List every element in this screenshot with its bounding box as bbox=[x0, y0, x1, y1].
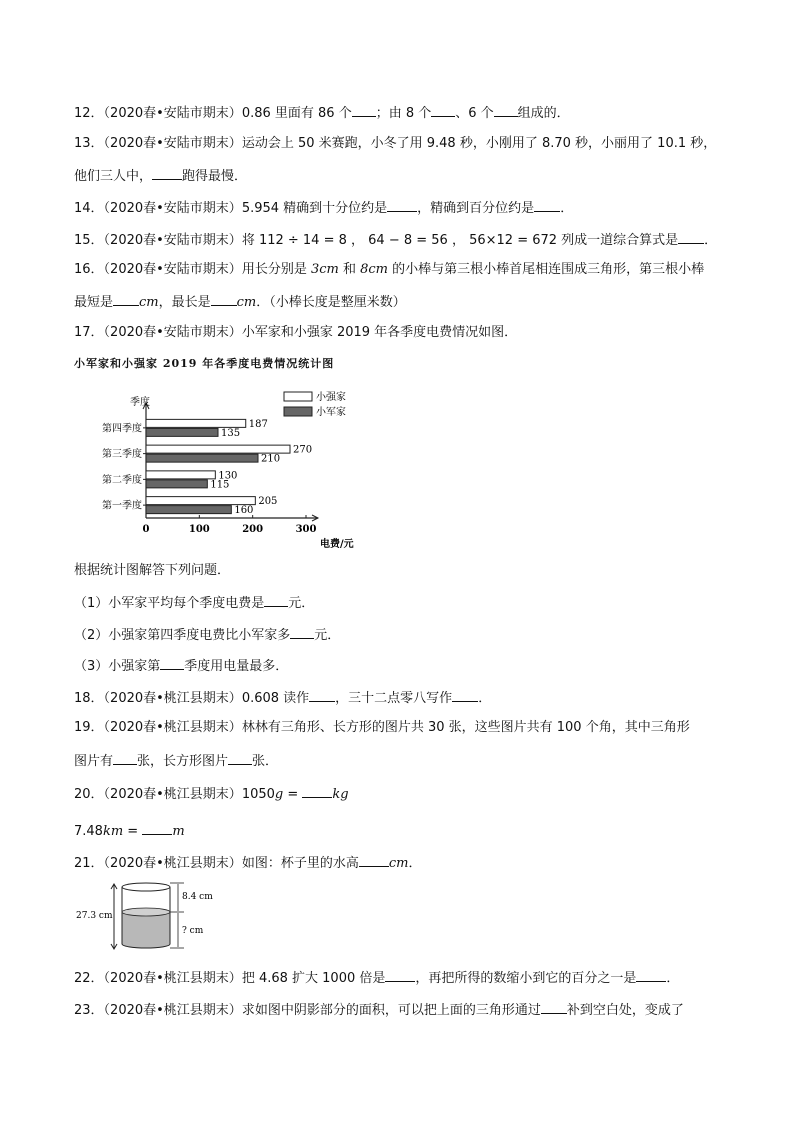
question-text: 如图：杯子里的水高 bbox=[241, 856, 359, 871]
bar-xiaoqiang bbox=[146, 419, 246, 427]
question-text: ． bbox=[666, 971, 680, 986]
question-number: 21． bbox=[74, 856, 104, 871]
question-source: （2020春•安陆市期末） bbox=[103, 233, 242, 248]
question-text: = bbox=[123, 824, 143, 839]
question-number: 23． bbox=[74, 1003, 104, 1018]
answer-blank[interactable] bbox=[534, 198, 560, 212]
question-16-cont bbox=[74, 292, 406, 312]
answer-blank[interactable] bbox=[678, 230, 704, 244]
question-number: 19． bbox=[74, 720, 104, 735]
bar-xiaojun bbox=[146, 506, 231, 514]
question-13 bbox=[74, 135, 716, 153]
question-text: 张，长方形图片 bbox=[137, 754, 229, 769]
unit-text: m bbox=[172, 824, 185, 839]
question-source: （2020春•安陆市期末） bbox=[103, 325, 242, 340]
answer-blank[interactable] bbox=[113, 292, 139, 306]
question-source: （2020春•安陆市期末） bbox=[103, 201, 242, 216]
question-number: 22． bbox=[74, 971, 104, 986]
question-text: = bbox=[283, 787, 303, 802]
question-19 bbox=[74, 719, 690, 737]
question-number: 20． bbox=[74, 787, 104, 802]
x-tick-label: 300 bbox=[295, 524, 317, 535]
question-source: （2020春•桃江县期末） bbox=[103, 787, 242, 802]
question-17 bbox=[74, 324, 517, 342]
question-source: （2020春•桃江县期末） bbox=[103, 1003, 242, 1018]
question-text: 张． bbox=[252, 754, 279, 769]
legend-label-xiaoqiang: 小强家 bbox=[316, 392, 346, 403]
question-text: 林林有三角形、长方形的图片共 30 张，这些图片共有 100 个角，其中三角形 bbox=[241, 720, 690, 735]
unit-text: kg bbox=[332, 787, 349, 802]
question-number: 14． bbox=[74, 201, 104, 216]
x-axis-label: 电费/元 bbox=[320, 539, 354, 550]
question-number: 15． bbox=[74, 233, 104, 248]
bar-xiaoqiang bbox=[146, 497, 255, 505]
question-number: 16． bbox=[74, 262, 104, 277]
data-label: 270 bbox=[293, 444, 313, 456]
unit-text: 8cm bbox=[360, 262, 388, 277]
question-13-cont bbox=[74, 166, 247, 186]
answer-blank[interactable] bbox=[228, 751, 252, 765]
question-21 bbox=[74, 853, 421, 873]
water-surface bbox=[122, 908, 170, 916]
question-15 bbox=[74, 230, 717, 250]
question-text: ，最长是 bbox=[158, 295, 211, 310]
answer-blank[interactable] bbox=[264, 593, 288, 607]
question-text: 5.954 精确到十分位约是 bbox=[241, 201, 388, 216]
x-tick-label: 200 bbox=[242, 524, 264, 535]
bar-xiaojun bbox=[146, 454, 258, 462]
chart-legend bbox=[284, 390, 346, 418]
bar-chart bbox=[88, 385, 388, 555]
question-12 bbox=[74, 103, 570, 123]
question-text: 元． bbox=[314, 628, 341, 643]
question-17-intro: 根据统计图解答下列问题． bbox=[74, 563, 231, 578]
question-number: 18． bbox=[74, 691, 104, 706]
legend-label-xiaojun: 小军家 bbox=[316, 407, 346, 418]
question-text: 补到空白处，变成了 bbox=[566, 1003, 684, 1018]
question-text: （3）小强家第 bbox=[74, 659, 161, 674]
question-text: 把 4.68 扩大 1000 倍是 bbox=[241, 971, 386, 986]
question-text: ． bbox=[408, 856, 422, 871]
cup-figure bbox=[74, 878, 214, 956]
legend-swatch-xiaoqiang bbox=[284, 392, 312, 401]
answer-blank[interactable] bbox=[142, 821, 172, 835]
question-text: ，三十二点零八写作 bbox=[335, 691, 453, 706]
unit-text: cm bbox=[139, 295, 159, 310]
data-label: 135 bbox=[221, 427, 241, 439]
answer-blank[interactable] bbox=[160, 656, 184, 670]
question-text: 和 bbox=[338, 262, 361, 277]
top-gap-label: 8.4 cm bbox=[182, 892, 213, 902]
question-text: 0.608 读作 bbox=[241, 691, 310, 706]
unit-text: g bbox=[274, 787, 284, 802]
question-source: （2020春•桃江县期末） bbox=[103, 720, 242, 735]
category-label: 第二季度 bbox=[102, 474, 142, 486]
question-text: 将 112 ÷ 14 = 8 ， 64 − 8 = 56 ， 56×12 = 672 列成一道综合算式是 bbox=[241, 233, 679, 248]
category-label: 第三季度 bbox=[102, 449, 142, 461]
question-text: ；由 8 个 bbox=[375, 106, 432, 121]
unit-text: km bbox=[102, 824, 124, 839]
data-label: 130 bbox=[218, 470, 238, 482]
water-body bbox=[122, 912, 170, 948]
question-source: （2020春•桃江县期末） bbox=[103, 691, 242, 706]
question-text: ． bbox=[478, 691, 492, 706]
data-label: 205 bbox=[258, 496, 278, 508]
question-19-cont bbox=[74, 751, 278, 771]
question-16 bbox=[74, 261, 704, 279]
x-tick-label: 100 bbox=[188, 524, 210, 535]
total-height-label: 27.3 cm bbox=[76, 911, 113, 921]
x-tick-label: 0 bbox=[142, 524, 150, 535]
question-text: 7.48 bbox=[74, 824, 103, 839]
question-text: 图片有 bbox=[74, 754, 114, 769]
answer-blank[interactable] bbox=[211, 292, 237, 306]
question-17-part-3 bbox=[74, 656, 288, 676]
question-text: ，再把所得的数缩小到它的百分之一是 bbox=[415, 971, 637, 986]
data-label: 187 bbox=[248, 418, 268, 430]
answer-blank[interactable] bbox=[113, 751, 137, 765]
answer-blank[interactable] bbox=[302, 784, 332, 798]
question-text: 求如图中阴影部分的面积，可以把上面的三角形通过 bbox=[241, 1003, 541, 1018]
answer-blank[interactable] bbox=[452, 688, 478, 702]
question-14 bbox=[74, 198, 573, 218]
water-height-label: ? cm bbox=[182, 926, 204, 936]
question-number: 12． bbox=[74, 106, 104, 121]
question-text: （2）小强家第四季度电费比小军家多 bbox=[74, 628, 291, 643]
question-text: 小军家和小强家 2019 年各季度电费情况如图． bbox=[241, 325, 518, 340]
answer-blank[interactable] bbox=[359, 853, 389, 867]
answer-blank[interactable] bbox=[636, 968, 666, 982]
question-source: （2020春•安陆市期末） bbox=[103, 106, 242, 121]
bar-xiaojun bbox=[146, 428, 218, 436]
answer-blank[interactable] bbox=[387, 198, 417, 212]
answer-blank[interactable] bbox=[494, 103, 518, 117]
question-text: （1）小军家平均每个季度电费是 bbox=[74, 596, 265, 611]
unit-text: cm bbox=[236, 295, 257, 310]
cup-rim bbox=[122, 883, 170, 891]
bar-xiaoqiang bbox=[146, 445, 290, 453]
question-text: 元． bbox=[288, 596, 315, 611]
question-17-part-2 bbox=[74, 625, 340, 645]
question-source: （2020春•桃江县期末） bbox=[103, 856, 242, 871]
question-text: 最短是 bbox=[74, 295, 114, 310]
question-17-part-1 bbox=[74, 593, 314, 613]
question-source: （2020春•安陆市期末） bbox=[103, 262, 242, 277]
answer-blank[interactable] bbox=[431, 103, 455, 117]
chart-title: 小军家和小强家 2019 年各季度电费情况统计图 bbox=[74, 357, 335, 370]
data-label: 160 bbox=[234, 505, 254, 517]
question-22 bbox=[74, 968, 679, 988]
answer-blank[interactable] bbox=[152, 166, 182, 180]
question-text: 的小棒与第三根小棒首尾相连围成三角形，第三根小棒 bbox=[388, 262, 705, 277]
unit-text: 3cm bbox=[310, 262, 339, 277]
question-18 bbox=[74, 688, 491, 708]
question-text: 运动会上 50 米赛跑，小冬了用 9.48 秒，小刚用了 8.70 秒，小丽用了 10.1 秒， bbox=[241, 136, 717, 151]
question-text: 1050 bbox=[241, 787, 275, 802]
question-source: （2020春•安陆市期末） bbox=[103, 136, 242, 151]
question-text: 他们三人中， bbox=[74, 169, 153, 184]
bar-xiaojun bbox=[146, 480, 207, 488]
question-text: 季度用电量最多． bbox=[184, 659, 289, 674]
data-label: 115 bbox=[210, 479, 230, 491]
question-20-cont bbox=[74, 821, 185, 841]
y-axis-label: 季度 bbox=[130, 397, 150, 408]
unit-text: cm bbox=[388, 856, 409, 871]
answer-blank[interactable] bbox=[309, 688, 335, 702]
category-label: 第四季度 bbox=[102, 423, 142, 435]
legend-swatch-xiaojun bbox=[284, 407, 312, 416]
question-text: 用长分别是 bbox=[241, 262, 311, 277]
question-source: （2020春•桃江县期末） bbox=[103, 971, 242, 986]
question-number: 13． bbox=[74, 136, 104, 151]
answer-blank[interactable] bbox=[541, 1000, 567, 1014]
question-number: 17． bbox=[74, 325, 104, 340]
question-text: ，精确到百分位约是 bbox=[417, 201, 535, 216]
question-23 bbox=[74, 1000, 684, 1020]
question-text: ． bbox=[560, 201, 574, 216]
bar-xiaoqiang bbox=[146, 471, 215, 479]
answer-blank[interactable] bbox=[290, 625, 314, 639]
question-text: ．（小棒长度是整厘米数） bbox=[256, 295, 406, 310]
question-text: 0.86 里面有 86 个 bbox=[241, 106, 352, 121]
answer-blank[interactable] bbox=[352, 103, 376, 117]
question-text: 跑得最慢． bbox=[182, 169, 248, 184]
answer-blank[interactable] bbox=[385, 968, 415, 982]
question-20 bbox=[74, 784, 349, 804]
question-text: ． bbox=[704, 233, 718, 248]
question-text: 、6 个 bbox=[455, 106, 494, 121]
data-label: 210 bbox=[261, 453, 281, 465]
question-text: 组成的． bbox=[517, 106, 570, 121]
category-label: 第一季度 bbox=[102, 500, 142, 512]
